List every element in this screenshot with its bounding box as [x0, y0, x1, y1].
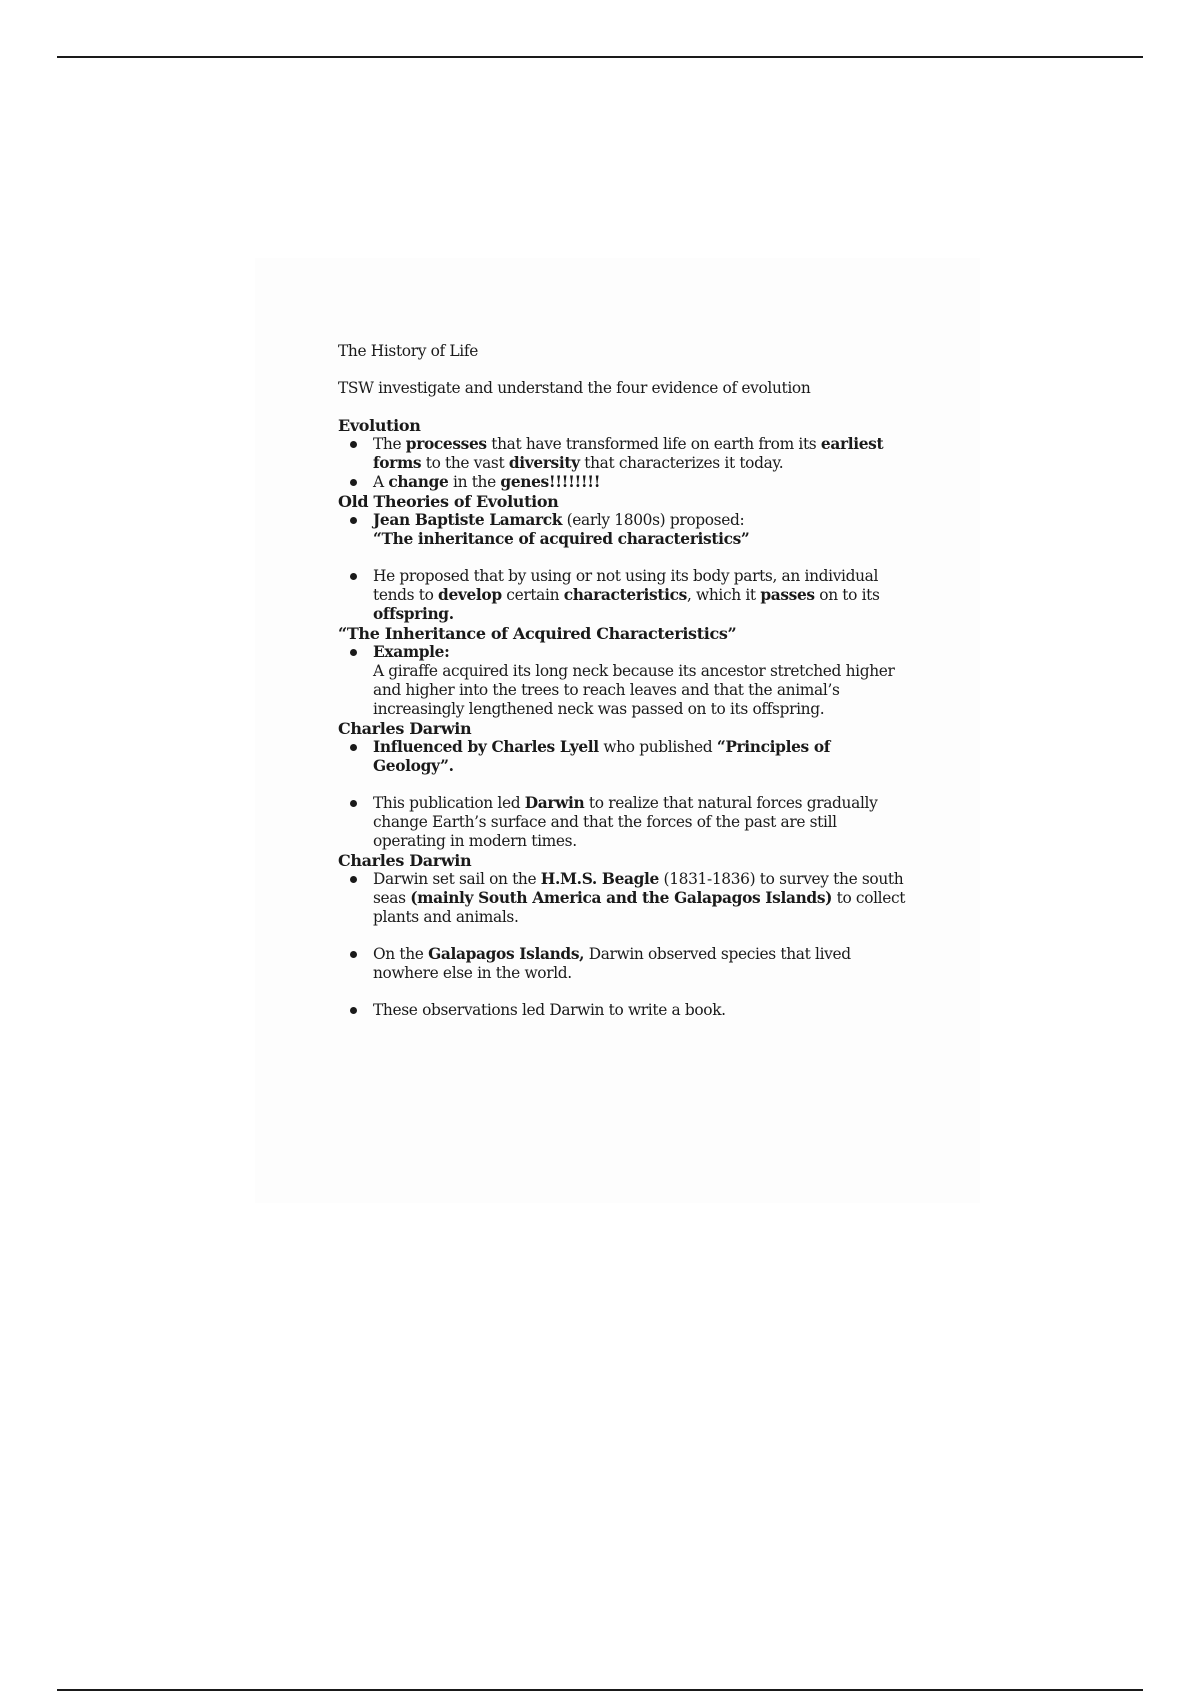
section-heading-old-theories: Old Theories of Evolution [338, 492, 559, 511]
section-heading-charles-darwin: Charles Darwin [338, 719, 472, 738]
section-heading-inheritance: “The Inheritance of Acquired Characteristics” [338, 624, 737, 643]
bullet-icon [350, 800, 357, 807]
objective-statement: TSW investigate and understand the four evidence of evolution [338, 379, 811, 397]
list-item: Example: A giraffe acquired its long neck because its ancestor stretched higher and higher into the trees to reach leaves and that the animal’s increasingly lengthened neck was passed on to its offspring. [338, 643, 908, 719]
bullet-icon [350, 517, 357, 524]
list-item: Darwin set sail on the H.M.S. Beagle (1831-1836) to survey the south seas (mainly South America and the Galapagos Islands) to collect plants and animals. [338, 870, 908, 927]
section-heading-evolution: Evolution [338, 416, 421, 435]
bullet-icon [350, 876, 357, 883]
bullet-icon [350, 1007, 357, 1014]
list-item: The processes that have transformed life on earth from its earliest forms to the vast diversity that characterizes it today. [338, 435, 908, 473]
list-item: A change in the genes!!!!!!!! [338, 473, 908, 492]
inheritance-list [338, 643, 908, 719]
list-item: These observations led Darwin to write a book. [338, 1001, 908, 1020]
top-rule [57, 56, 1143, 58]
bottom-rule [57, 1689, 1143, 1691]
document-title: The History of Life [338, 342, 478, 360]
old-theories-list [338, 511, 908, 624]
darwin-influences-list [338, 738, 908, 851]
list-item: Jean Baptiste Lamarck (early 1800s) proposed: “The inheritance of acquired characteristics” [338, 511, 908, 549]
bullet-icon [350, 744, 357, 751]
section-heading-charles-darwin-voyage: Charles Darwin [338, 851, 472, 870]
list-item: On the Galapagos Islands, Darwin observed species that lived nowhere else in the world. [338, 945, 908, 983]
bullet-icon [350, 649, 357, 656]
list-item: He proposed that by using or not using its body parts, an individual tends to develop certain characteristics, which it passes on to its offspring. [338, 567, 908, 624]
bullet-icon [350, 951, 357, 958]
list-item: Influenced by Charles Lyell who published “Principles of Geology”. [338, 738, 908, 776]
bullet-icon [350, 573, 357, 580]
bullet-icon [350, 441, 357, 448]
bullet-icon [350, 479, 357, 486]
evolution-list [338, 435, 908, 492]
list-item: This publication led Darwin to realize that natural forces gradually change Earth’s surface and that the forces of the past are still operating in modern times. [338, 794, 908, 851]
darwin-voyage-list [338, 870, 908, 1020]
document-content [338, 342, 908, 1020]
